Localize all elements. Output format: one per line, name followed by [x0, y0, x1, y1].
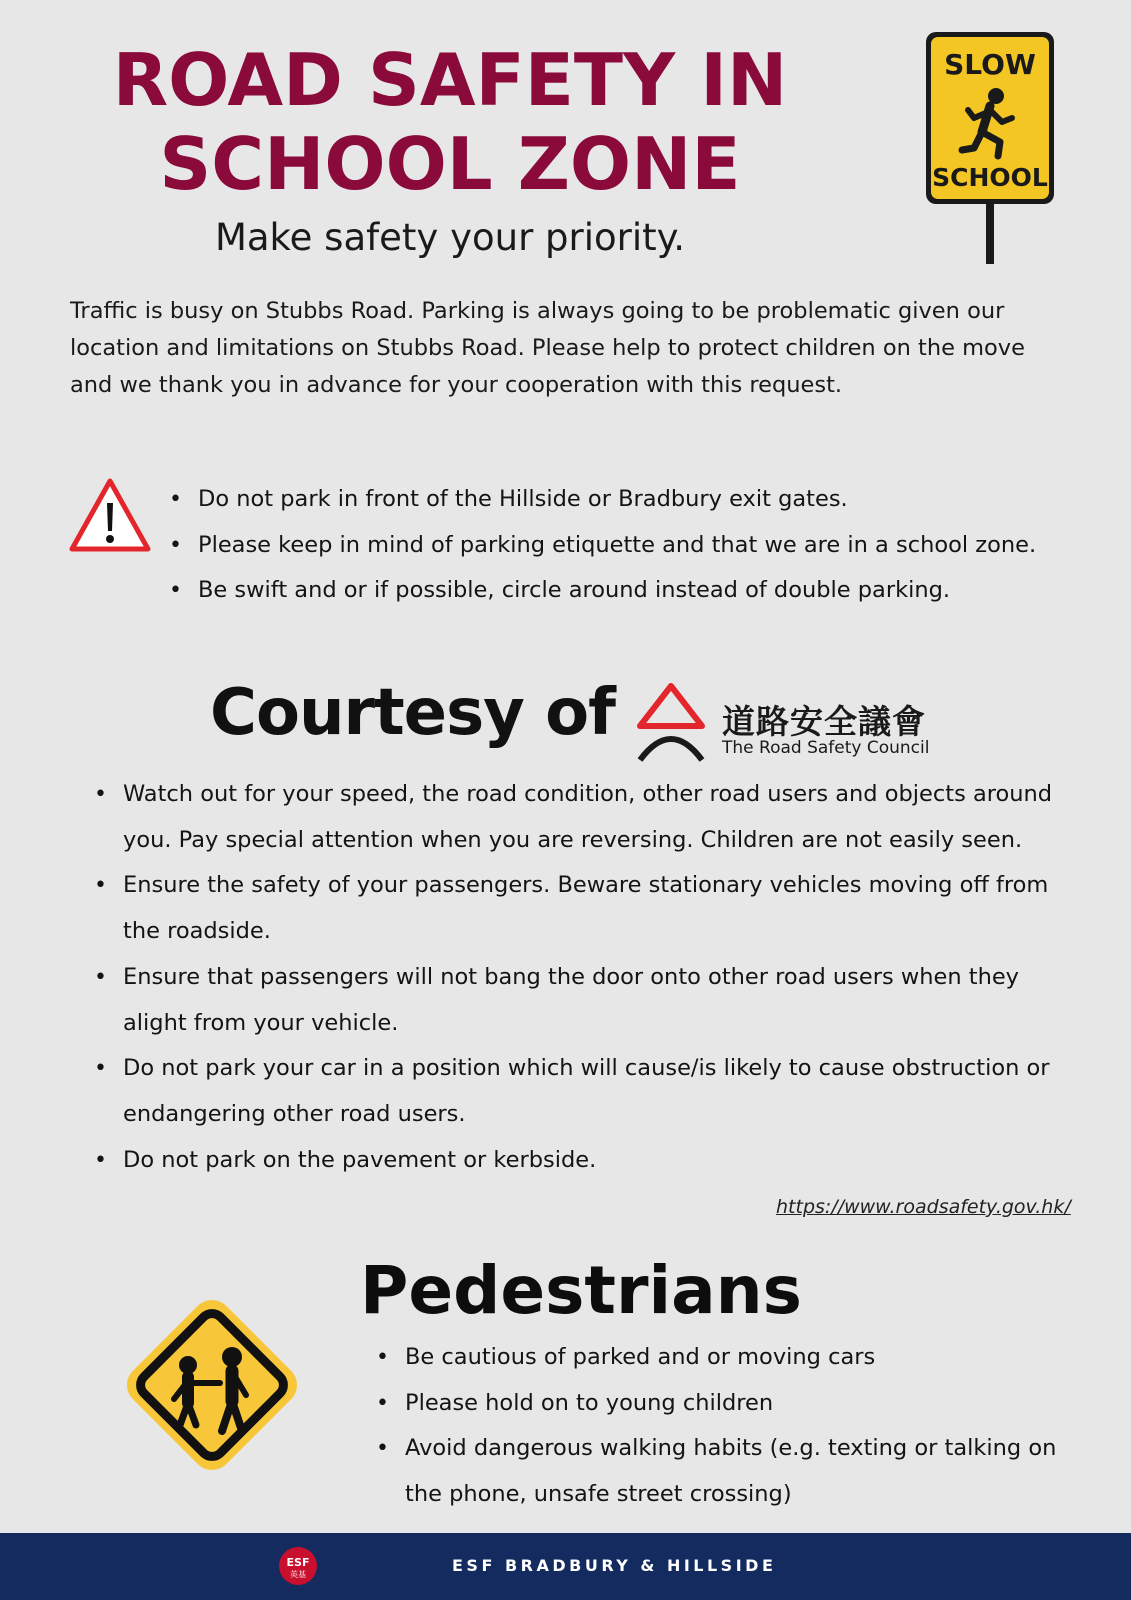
list-item: • Do not park on the pavement or kerbside.: [123, 1138, 1083, 1184]
parking-rules-list: [198, 477, 1103, 614]
esf-logo-text: ESF: [286, 1556, 310, 1569]
list-item: • Avoid dangerous walking habits (e.g. texting or talking on the phone, unsafe street crossing): [405, 1426, 1085, 1517]
warning-triangle-icon: [68, 477, 152, 553]
rsc-chinese-name: 道路安全議會: [722, 702, 926, 741]
list-item: • Be cautious of parked and or moving cars: [405, 1335, 1085, 1381]
list-item: • Do not park your car in a position which will cause/is likely to cause obstruction or endangering other road users.: [123, 1046, 1083, 1137]
intro-paragraph: Traffic is busy on Stubbs Road. Parking is always going to be problematic given our location and limitations on Stubbs Road. Please help to protect children on the move and we thank you in advance for your cooperation with this request.: [70, 298, 1025, 398]
esf-logo-subtext: 英基: [290, 1570, 306, 1579]
sign-bottom-text: SCHOOL: [932, 163, 1048, 192]
pedestrian-tips-list: [405, 1335, 1085, 1517]
page-title: ROAD SAFETY IN SCHOOL ZONE: [112, 38, 788, 206]
esf-logo: [278, 1546, 318, 1586]
slow-school-sign: [924, 30, 1058, 266]
rsc-english-name: The Road Safety Council: [722, 738, 930, 758]
page-subtitle: Make safety your priority.: [214, 216, 686, 259]
children-crossing-icon: [112, 1285, 312, 1485]
list-item: • Do not park in front of the Hillside or Bradbury exit gates.: [198, 477, 1103, 523]
road-safety-tips-list: [123, 772, 1083, 1183]
list-item: • Ensure the safety of your passengers. Beware stationary vehicles moving off from the roadside.: [123, 863, 1083, 954]
sign-top-text: SLOW: [944, 48, 1036, 81]
list-item: • Be swift and or if possible, circle around instead of double parking.: [198, 568, 1103, 614]
road-safety-council-logo: [634, 680, 708, 764]
list-item: • Watch out for your speed, the road condition, other road users and objects around you. Pay special attention when you are reversing. Children are not easily seen.: [123, 772, 1083, 863]
road-safety-link[interactable]: https://www.roadsafety.gov.hk/: [776, 1196, 1071, 1218]
list-item: • Please hold on to young children: [405, 1381, 1085, 1427]
list-item: • Ensure that passengers will not bang the door onto other road users when they alight from your vehicle.: [123, 955, 1083, 1046]
footer-school-name: ESF BRADBURY & HILLSIDE: [452, 1556, 777, 1575]
list-item: • Please keep in mind of parking etiquette and that we are in a school zone.: [198, 523, 1103, 569]
courtesy-heading: Courtesy of: [210, 676, 615, 750]
pedestrians-heading: Pedestrians: [360, 1252, 802, 1329]
